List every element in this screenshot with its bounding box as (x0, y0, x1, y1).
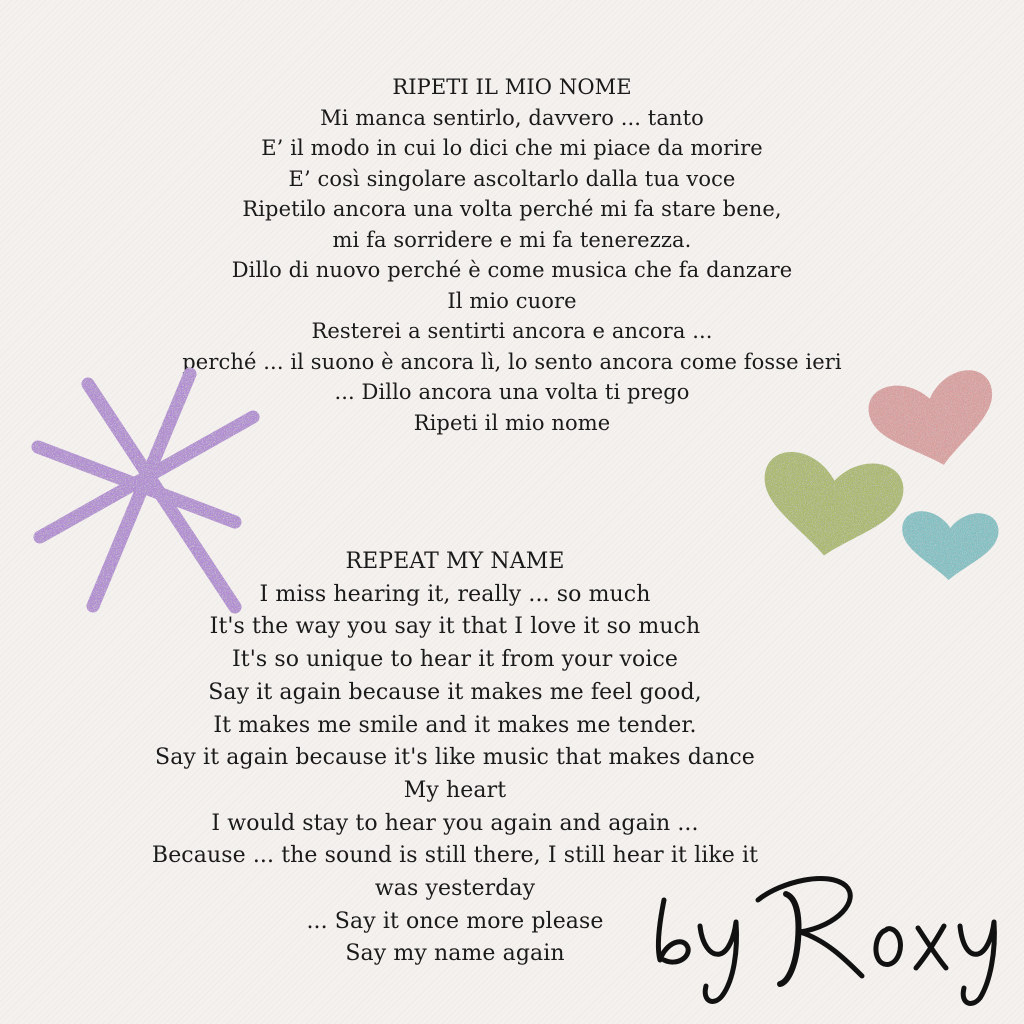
english-poem-line: It's the way you say it that I love it so much (209, 614, 701, 640)
italian-poem-line: perché ... il suono è ancora lì, lo sento ancora come fosse ieri (182, 349, 842, 374)
italian-poem-line: Ripeti il mio nome (413, 410, 611, 435)
italian-poem-line: ... Dillo ancora una volta ti prego (334, 380, 690, 404)
english-poem-line: Say it again because it makes me feel good, (208, 679, 702, 705)
english-poem-line: It makes me smile and it makes me tender. (213, 712, 697, 738)
italian-poem-line: mi fa sorridere e mi fa tenerezza. (332, 227, 692, 252)
italian-poem-line: E’ così singolare ascoltarlo dalla tua voce (288, 166, 736, 191)
english-poem-line: ... Say it once more please (306, 908, 604, 934)
english-poem-line: was yesterday (374, 876, 536, 902)
english-poem-line: My heart (403, 777, 507, 803)
italian-poem-line: Dillo di nuovo perché è come musica che fa danzare (231, 258, 793, 282)
english-poem-line: Say my name again (345, 941, 565, 967)
glitter-hearts-icon (750, 350, 1000, 606)
english-poem-line: I would stay to hear you again and again ... (211, 810, 699, 836)
teal-heart-icon (901, 511, 999, 582)
english-poem-line: I miss hearing it, really ... so much (259, 581, 651, 607)
signature-by-roxy (650, 860, 1010, 1010)
english-poem-line: It's so unique to hear it from your voice (231, 647, 679, 673)
green-heart-icon (755, 448, 907, 565)
italian-poem-line: E’ il modo in cui lo dici che mi piace da morire (261, 136, 763, 160)
italian-poem-line: Ripetilo ancora una volta perché mi fa stare bene, (242, 197, 782, 221)
pink-heart-icon (864, 366, 1000, 478)
italian-poem-title: RIPETI IL MIO NOME (392, 75, 632, 99)
italian-poem-line: Il mio cuore (447, 288, 577, 313)
english-poem-title: REPEAT MY NAME (345, 549, 565, 574)
english-poem-line: Because ... the sound is still there, I still hear it like it (151, 843, 759, 869)
english-poem-line: Say it again because it's like music that makes dance (155, 745, 755, 771)
italian-poem-line: Mi manca sentirlo, davvero ... tanto (320, 105, 704, 130)
glitter-starburst-icon (30, 362, 260, 620)
italian-poem-line: Resterei a sentirti ancora e ancora ... (311, 319, 713, 343)
